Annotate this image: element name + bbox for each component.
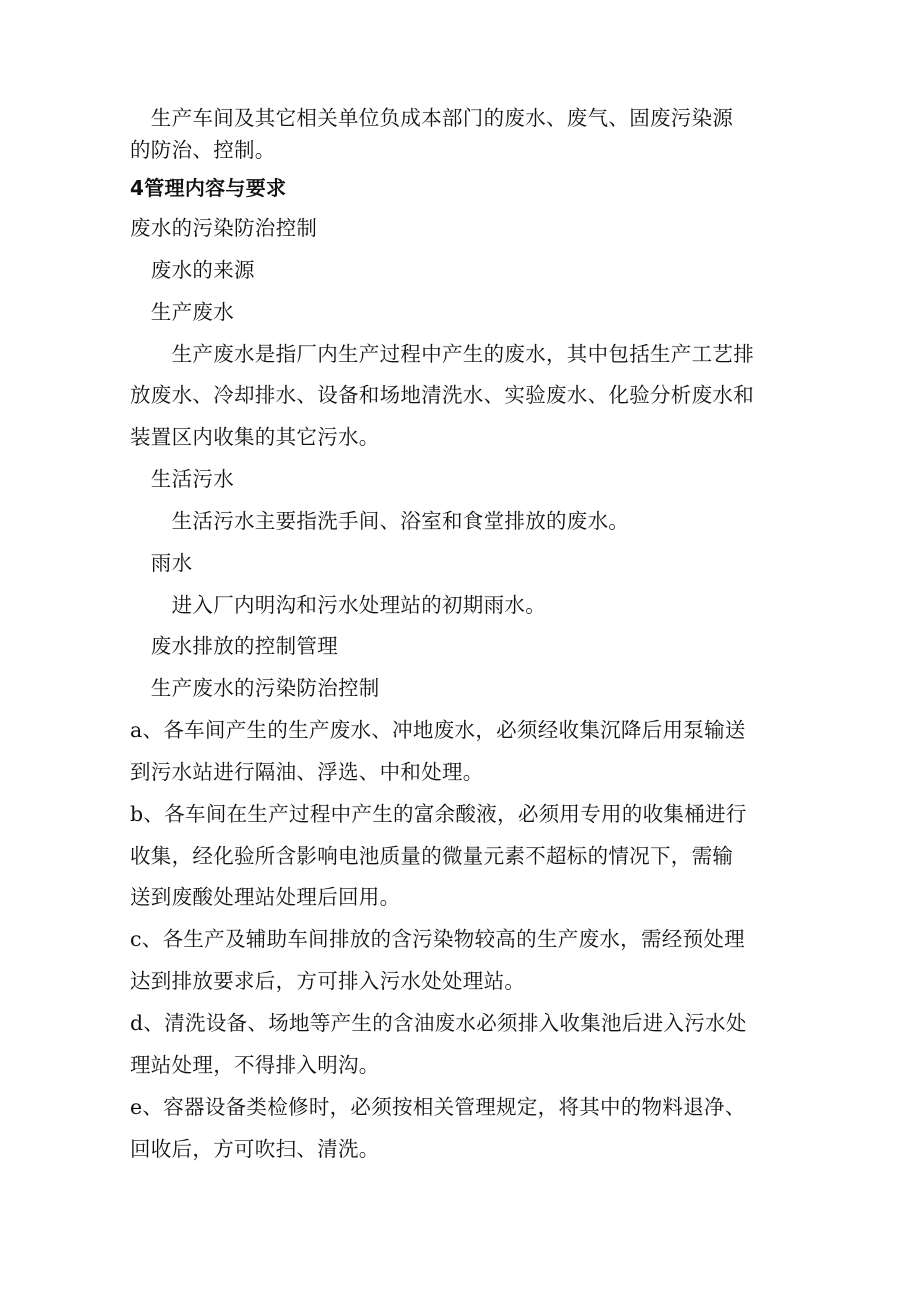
item-b-line-1: b、各车间在生产过程中产生的富余酸液，必须用专用的收集桶进行 — [130, 802, 747, 826]
item-c-line-1: c、各生产及辅助车间排放的含污染物较高的生产废水，需经预处理 — [130, 927, 745, 951]
production-wastewater-line-2: 放废水、冷却排水、设备和场地清洗水、实验废水、化验分析废水和 — [130, 383, 754, 407]
production-wastewater-line-3: 装置区内收集的其它污水。 — [130, 425, 380, 449]
item-c-line-2: 达到排放要求后，方可排入污水处处理站。 — [130, 969, 526, 993]
sub-heading-production-pollution-control: 生产废水的污染防治控制 — [130, 676, 380, 700]
production-wastewater-line-1: 生产废水是指厂内生产过程中产生的废水，其中包括生产工艺排 — [130, 342, 754, 366]
sub-heading-production-wastewater: 生产废水 — [130, 300, 234, 324]
intro-line-2: 的防治、控制。 — [130, 138, 276, 162]
item-e-line-2: 回收后，方可吹扫、清洗。 — [130, 1137, 380, 1161]
domestic-sewage-text: 生活污水主要指洗手间、浴室和食堂排放的废水。 — [130, 509, 630, 533]
item-b-line-3: 送到废酸处理站处理后回用。 — [130, 885, 401, 909]
sub-heading-domestic-sewage: 生活污水 — [130, 467, 234, 491]
intro-line-1: 生产车间及其它相关单位负成本部门的废水、废气、固废污染源 — [130, 106, 734, 130]
item-d-line-1: d、清洗设备、场地等产生的含油废水必须排入收集池后进入污水处 — [130, 1011, 747, 1035]
item-d-line-2: 理站处理，不得排入明沟。 — [130, 1053, 380, 1077]
rainwater-text: 进入厂内明沟和污水处理站的初期雨水。 — [130, 593, 546, 617]
sub-heading-wastewater-source: 废水的来源 — [130, 258, 255, 282]
sub-heading-discharge-management: 废水排放的控制管理 — [130, 634, 338, 658]
item-a-line-2: 到污水站进行隔油、浮选、中和处理。 — [130, 760, 484, 784]
section-heading: 4管理内容与要求 — [130, 176, 287, 200]
sub-heading-wastewater-control: 废水的污染防治控制 — [130, 216, 318, 240]
sub-heading-rainwater: 雨水 — [130, 551, 193, 575]
item-e-line-1: e、容器设备类检修时，必须按相关管理规定，将其中的物料退净、 — [130, 1095, 746, 1119]
item-b-line-2: 收集，经化验所含影响电池质量的微量元素不超标的情况下，需输 — [130, 844, 734, 868]
item-a-line-1: a、各车间产生的生产废水、冲地废水，必须经收集沉降后用泵输送 — [130, 718, 746, 742]
